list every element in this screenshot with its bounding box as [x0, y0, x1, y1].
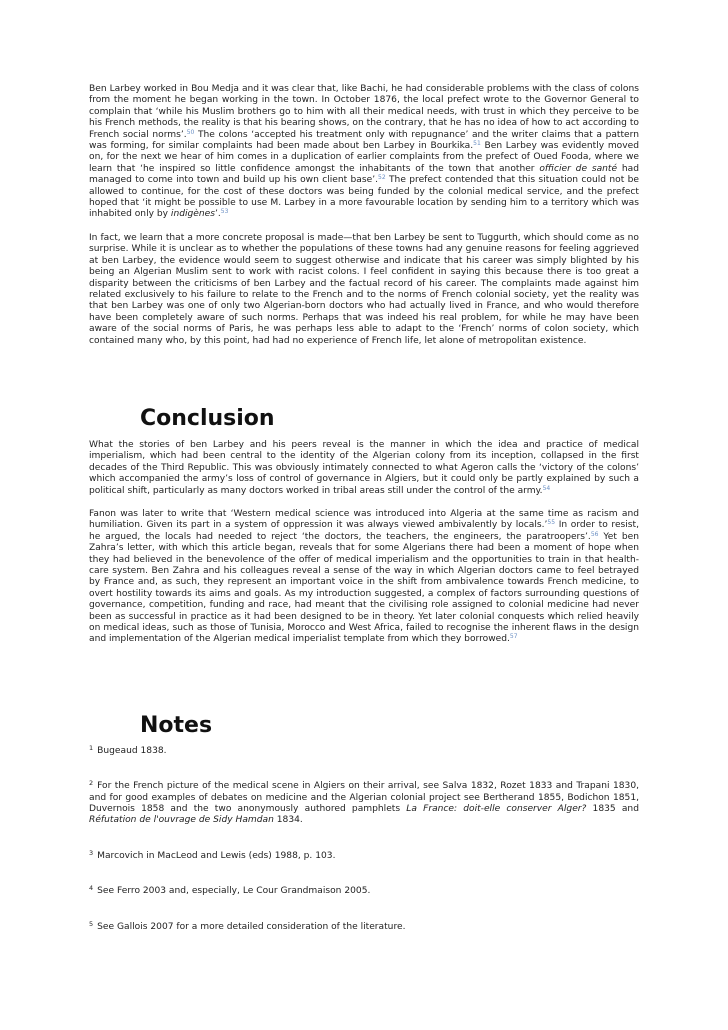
text-run: Ben Larbey worked in Bou Medja and it was clear that, like Bachi, he had considerable problems with the class of colons from the moment he began working in the town. In October 1876, the local prefect wrote to the Governor General to complain that ‘while his Muslim brothers go to him with all their medical needs, with trust in which they perceive to be his French methods, the reality is that his bearing shows, on the contrary, that he has no idea of how to act according to French social norms’.: [89, 84, 639, 140]
text-run: In fact, we learn that a more concrete proposal is made—that ben Larbey be sent to Tuggurth, which should come as no surprise. While it is unclear as to whether the populations of these towns had any genuine reasons for feeling aggrieved at ben Larbey, the evidence would seem to suggest otherwise and indicate that his career was simply blighted by his being an Algerian Muslim sent to work with racist colons. I feel confident in saying this because there is too great a disparity between the criticisms of ben Larbey and the factual record of his career. The complaints made against him related exclusively to his failure to relate to the French and to the norms of French colonial society, yet the reality was that ben Larbey was one of only two Algerian-born doctors who had actually lived in France, and who would therefore have been completely aware of such norms. Perhaps that was indeed his real problem, for while he may have been aware of the social norms of Paris, he was perhaps less able to adapt to the ‘French’ norms of colon society, which contained many who, by this point, had had no experience of French life, let alone of metropolitan existence.: [89, 232, 639, 346]
footnote-reference: 50: [186, 128, 195, 136]
text-run: had managed to come into town and build up his own client base’.: [89, 163, 640, 186]
text-run: The colons ‘accepted his treatment only with repugnance’ and the writer claims that a pattern was forming, for similar complaints had been made about ben Larbey in Bourkika.: [89, 129, 639, 152]
footnote-reference: 55: [547, 519, 556, 527]
body-paragraph: [89, 509, 639, 646]
footnote-reference: 57: [509, 633, 518, 641]
notes-heading: Notes: [140, 712, 213, 738]
footnote-text: [97, 746, 166, 756]
conclusion-heading: Conclusion: [140, 405, 275, 431]
italic-text: Réfutation de l'ouvrage de Sidy Hamdan: [89, 815, 274, 826]
text-run: The prefect contended that this situation could not be allowed to continue, for the cost of these doctors was being funded by the colonial medical service, and the prefect hoped that ‘it might be possible to use M. Larbey in a more favourable location by sending him to a territory which was inhabited only by: [89, 175, 639, 220]
text-run: 1834.: [273, 815, 303, 826]
footnote-reference: 51: [473, 140, 481, 148]
text-run: See Gallois 2007 for a more detailed consideration of the literature.: [97, 921, 406, 932]
conclusion-section: [89, 440, 639, 646]
footnote-reference: 56: [590, 530, 599, 538]
body-paragraph: [89, 233, 639, 347]
footnote-number: 3: [89, 848, 94, 857]
footnote: [89, 781, 639, 827]
document-page: [89, 84, 639, 957]
text-run: Fanon was later to write that ‘Western medical science was introduced into Algeria at the same time as racism and humiliation. Given its part in a system of oppression it was always viewed ambivalently by locals.’: [89, 508, 639, 531]
footnote-text: [89, 781, 639, 825]
footnote-text: [97, 851, 335, 861]
intro-section: [89, 84, 639, 347]
text-run: Ben Larbey was evidently moved on, for the next we hear of him comes in a duplication of earlier complaints from the prefect of Oued Fooda, where we learn that ‘he inspired so little confidence amongst the inhabitants of the town that another: [89, 141, 639, 174]
text-run: Marcovich in MacLeod and Lewis (eds) 1988, p. 103.: [97, 850, 336, 861]
footnote-number: 2: [89, 779, 94, 788]
text-run: Yet ben Zahra’s letter, with which this article began, reveals that for some Algerians there had been a moment of hope when they had believed in the benevolence of the offer of medical imperialism and the opportunities to train in that health-care system. Ben Zahra and his colleagues reveal a sense of the way in which Algerian doctors came to feel betrayed by France and, as such, they represent an important voice in the shift from ambivalence towards French medicine, to overt hostility towards its aims and goals. As my introduction suggested, a complex of factors surrounding questions of governance, competition, funding and race, had meant that the civilising role assigned to colonial medicine had never been as successful in practice as it had been designed to be in theory. Yet later colonial conquests which relied heavily on medical ideas, such as those of Tunisia, Morocco and West Africa, failed to recognise the inherent flaws in the design and implementation of the Algerian medical imperialist template from which they borrowed.: [89, 531, 639, 645]
footnote: [89, 919, 639, 933]
body-paragraph: [89, 440, 639, 497]
text-run: See Ferro 2003 and, especially, Le Cour Grandmaison 2005.: [97, 886, 371, 897]
footnote: [89, 848, 639, 862]
footnote-reference: 52: [378, 174, 386, 182]
footnote: [89, 886, 639, 897]
footnote-text: [97, 886, 370, 896]
text-run: What the stories of ben Larbey and his peers reveal is the manner in which the idea and practice of medical imperialism, which had been central to the identity of the Algerian colony from its inception, collapsed in the first decades of the Third Republic. This was obviously intimately connected to what Ageron calls the ‘victory of the colons’ which accompanied the army’s loss of control of governance in Algiers, but it could only be partly explained by such a political shift, particularly as many doctors worked in tribal areas still under the control of the army.: [89, 439, 639, 496]
italic-text: La France: doit-elle conserver Alger?: [406, 804, 587, 815]
text-run: Bugeaud 1838.: [97, 745, 167, 756]
text-run: In order to resist, he argued, the locals had needed to reject ‘the doctors, the teachers, the engineers, the paratroopers’.: [89, 520, 639, 542]
text-run: 1835 and: [586, 804, 639, 815]
footnote-number: 4: [89, 884, 94, 893]
footnote-number: 5: [89, 919, 94, 928]
footnote-text: [97, 922, 405, 932]
italic-text: indigènes: [170, 209, 215, 220]
footnote: [89, 743, 639, 757]
italic-text: officier de santé: [539, 163, 618, 174]
footnote-number: 1: [89, 743, 94, 752]
footnote-reference: 54: [542, 484, 551, 492]
footnote-reference: 53: [220, 208, 229, 216]
text-run: For the French picture of the medical scene in Algiers on their arrival, see Salva 1832, Rozet 1833 and Trapani 1830, and for good examples of debates on medicine and the Algerian colonial project see Bertherand 1855, Bodichon 1851, Duvernois 1858 and the two anonymously authored pamphlets: [89, 781, 639, 815]
body-paragraph: [89, 84, 639, 221]
notes-list: [89, 743, 639, 933]
text-run: ’.: [214, 209, 221, 220]
